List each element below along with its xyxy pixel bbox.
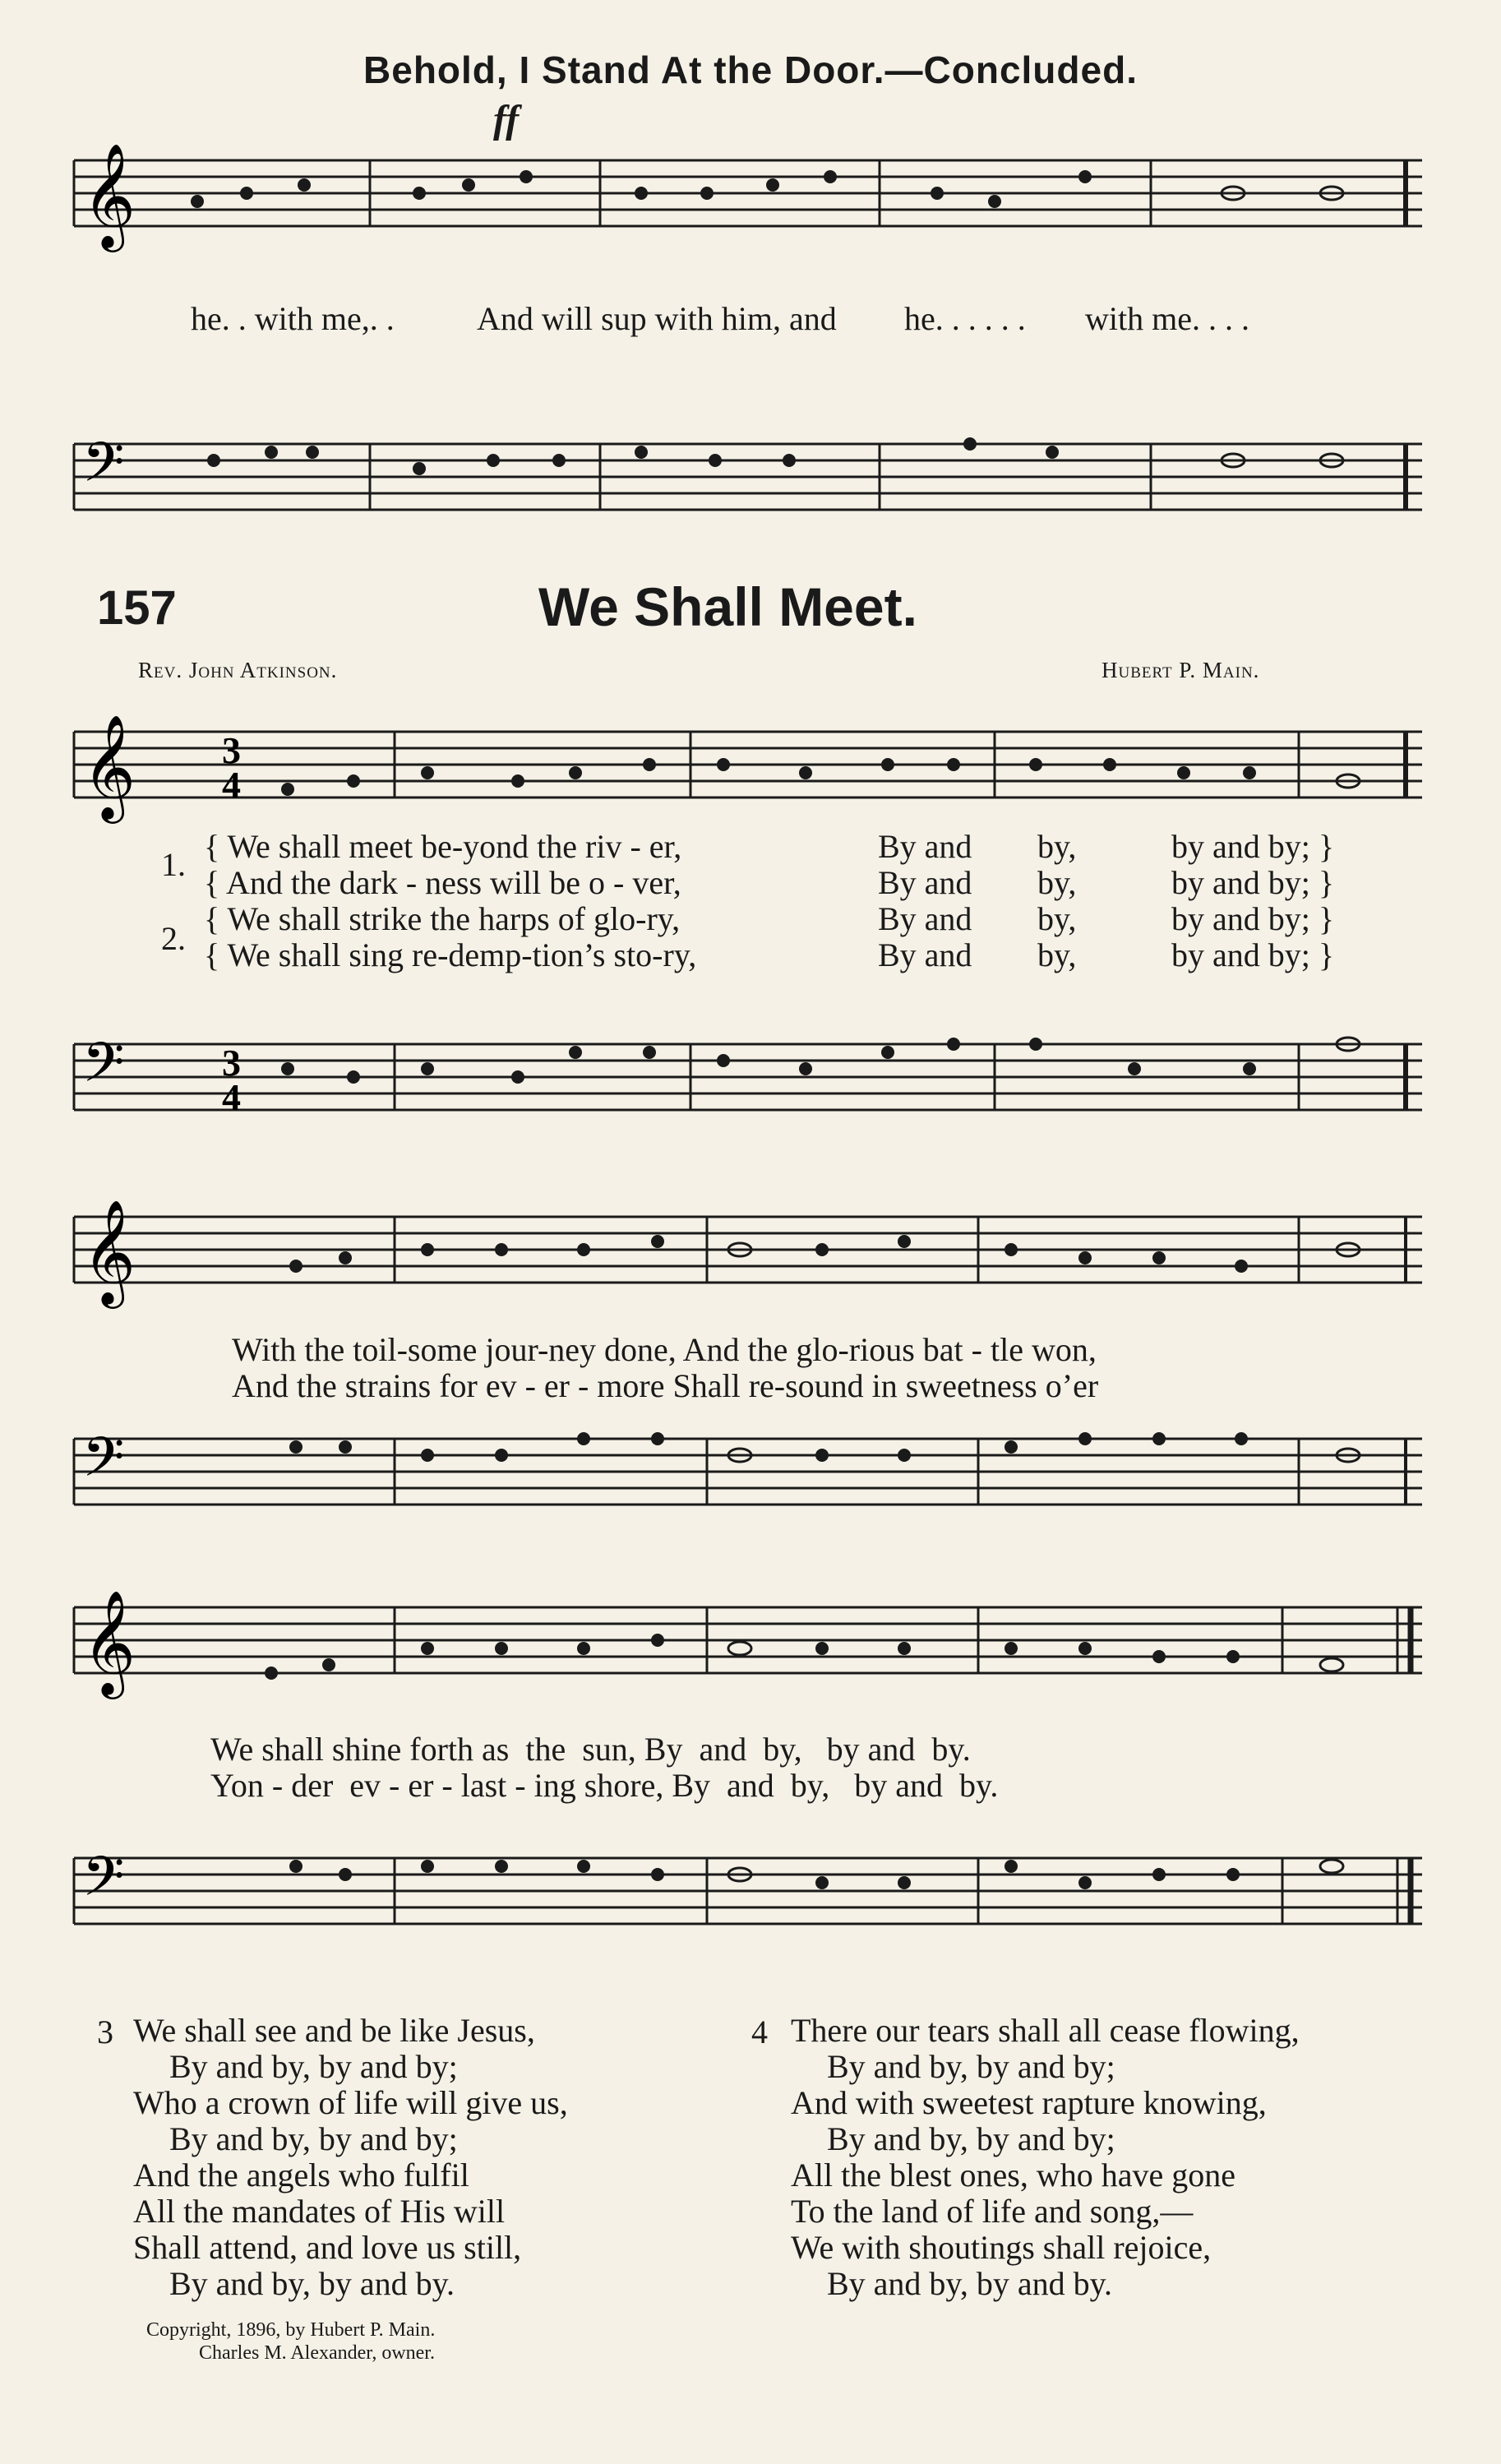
verse4-line-7: We with shoutings shall rejoice,: [791, 2229, 1212, 2266]
verse4-text: [791, 2013, 1300, 2302]
verse4-line-6: To the land of life and song,—: [791, 2193, 1194, 2230]
hymn-title: We Shall Meet.: [538, 576, 917, 637]
verse3-line-8: By and by, by and by.: [169, 2265, 455, 2302]
system1-line-1-a: { We shall meet be-yond the riv - er,: [204, 828, 682, 865]
system1-line-3-c: by,: [1037, 900, 1077, 937]
system1-line-4-b: By and: [878, 936, 972, 973]
hymn-composer: Hubert P. Main.: [1102, 658, 1260, 682]
copyright-notice: [146, 2318, 435, 2365]
system1-line-2-b: By and: [878, 864, 972, 901]
music-staff-system-0-bass: [66, 428, 1430, 543]
verse3-line-6: All the mandates of His will: [133, 2193, 506, 2230]
svg-text:𝄞: 𝄞: [82, 144, 136, 247]
verse3-line-2: By and by, by and by;: [169, 2048, 458, 2085]
verse3-text: [133, 2013, 568, 2302]
hymn-author: Rev. John Atkinson.: [138, 658, 338, 682]
copyright-line-1: Copyright, 1896, by Hubert P. Main.: [146, 2319, 436, 2341]
music-staff-system-3-treble: [66, 1591, 1430, 1714]
verse4-line-4: By and by, by and by;: [827, 2120, 1115, 2157]
verse3-line-7: Shall attend, and love us still,: [133, 2229, 522, 2266]
verse4-line-8: By and by, by and by.: [827, 2265, 1112, 2302]
verse4-line-5: All the blest ones, who have gone: [791, 2157, 1235, 2194]
copyright-line-2: Charles M. Alexander, owner.: [199, 2342, 435, 2364]
svg-text:𝄞: 𝄞: [82, 1200, 136, 1304]
svg-text:𝄢: 𝄢: [82, 431, 125, 507]
system1-line-3-a: { We shall strike the harps of glo-ry,: [204, 900, 681, 937]
verse4-line-3: And with sweetest rapture knowing,: [791, 2084, 1267, 2121]
system0-lyric-4: with me. . . .: [1085, 300, 1249, 337]
system1-verse-number-1: 1.: [161, 846, 186, 883]
music-staff-system-1-bass: [66, 1028, 1430, 1151]
system1-line-3-d: by and by; }: [1171, 900, 1335, 937]
system1-line-1-d: by and by; }: [1171, 828, 1335, 865]
music-staff-system-2-treble: [66, 1200, 1430, 1324]
system0-lyric-2: And will sup with him, and: [477, 300, 837, 337]
verse3-line-5: And the angels who fulfil: [133, 2157, 469, 2194]
system1-line-4-c: by,: [1037, 936, 1077, 973]
music-staff-system-2-bass: [66, 1422, 1430, 1546]
system1-line-1-c: by,: [1037, 828, 1077, 865]
system1-line-4-a: { We shall sing re-demp-tion’s sto-ry,: [204, 936, 697, 973]
system1-line-2-d: by and by; }: [1171, 864, 1335, 901]
svg-text:4: 4: [222, 764, 241, 806]
svg-text:3: 3: [222, 1042, 241, 1084]
music-staff-system-0-treble: [66, 144, 1430, 275]
svg-text:𝄞: 𝄞: [82, 714, 136, 819]
svg-text:𝄢: 𝄢: [82, 1845, 125, 1921]
svg-text:3: 3: [222, 729, 241, 771]
page-header-title: Behold, I Stand At the Door.—Concluded.: [363, 49, 1138, 91]
system2-lyric-1: With the toil-some jour-ney done, And the glo-rious bat - tle won,: [232, 1331, 1097, 1368]
music-staff-system-3-bass: [66, 1842, 1430, 1965]
verse3-line-4: By and by, by and by;: [169, 2120, 458, 2157]
system1-verse-number-2: 2.: [161, 920, 186, 957]
verse4-line-2: By and by, by and by;: [827, 2048, 1115, 2085]
dynamic-marking-fortissimo: ff: [493, 98, 520, 141]
svg-text:𝄢: 𝄢: [82, 1031, 125, 1107]
system1-line-3-b: By and: [878, 900, 972, 937]
system3-lyric-2: Yon - der ev - er - last - ing shore, By and by, by and by.: [210, 1767, 999, 1804]
verse3-line-1: We shall see and be like Jesus,: [133, 2012, 535, 2049]
system1-line-4-d: by and by; }: [1171, 936, 1335, 973]
verse3-line-3: Who a crown of life will give us,: [133, 2084, 568, 2121]
system1-line-1-b: By and: [878, 828, 972, 865]
system1-line-2-c: by,: [1037, 864, 1077, 901]
system1-line-2-a: { And the dark - ness will be o - ver,: [204, 864, 681, 901]
hymn-number: 157: [97, 581, 177, 635]
svg-text:𝄢: 𝄢: [82, 1426, 125, 1502]
verse3-number: 3: [97, 2013, 113, 2050]
system3-lyric-1: We shall shine forth as the sun, By and by, by and by.: [210, 1731, 971, 1768]
svg-text:4: 4: [222, 1076, 241, 1118]
system2-lyric-2: And the strains for ev - er - more Shall re-sound in sweetness o’er: [232, 1367, 1099, 1404]
system0-lyric-3: he. . . . . .: [904, 300, 1026, 337]
verse4-line-1: There our tears shall all cease flowing,: [791, 2012, 1300, 2049]
system0-lyric-1: he. . with me,. .: [191, 300, 395, 337]
music-staff-system-1-treble: [66, 707, 1430, 830]
verse4-number: 4: [751, 2013, 768, 2050]
svg-text:𝄞: 𝄞: [82, 1591, 136, 1694]
